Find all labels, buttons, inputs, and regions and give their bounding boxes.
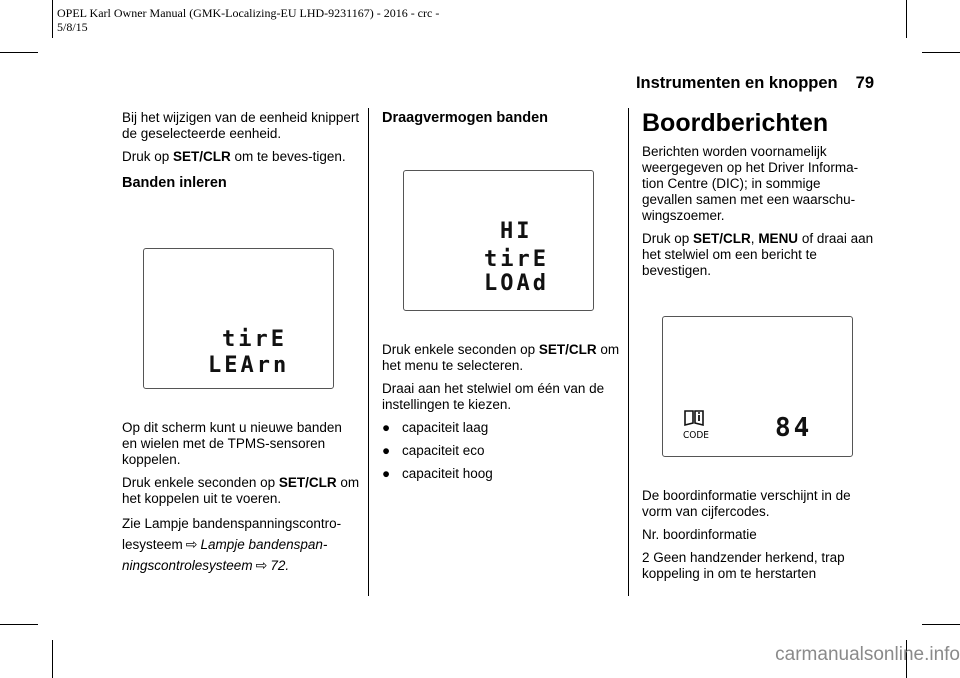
section-heading: Banden inleren (122, 175, 227, 191)
text: om te beves-tigen. (230, 149, 346, 164)
display-tire-learn (143, 248, 334, 389)
crop-mark (52, 640, 53, 678)
crop-mark (0, 624, 38, 625)
paragraph (122, 475, 360, 507)
paragraph (122, 514, 360, 576)
paragraph: De boordinformatie verschijnt in de vorm van cijfercodes. (642, 488, 851, 519)
paragraph: Berichten worden voornamelijk weergegeven op het Driver Informa-tion Centre (DIC); in sommige gevallen samen met een waarschu-wingszoemer. (642, 144, 859, 223)
column-divider (368, 108, 369, 596)
display-line: HI (500, 219, 533, 244)
list-item-text: capaciteit hoog (402, 466, 493, 481)
button-name: SET/CLR (173, 149, 231, 164)
crop-mark (0, 52, 38, 53)
crop-mark (922, 624, 960, 625)
paragraph: Draai aan het stelwiel om één van de instellingen te kiezen. (382, 381, 605, 412)
running-head (612, 74, 874, 93)
display-line: LEArn (208, 353, 290, 378)
paragraph: Op dit scherm kunt u nieuwe banden en wielen met de TPMS-sensoren koppelen. (122, 420, 342, 467)
code-label: CODE (683, 430, 709, 441)
page-heading: Boordberichten (642, 109, 829, 137)
paragraph (382, 342, 620, 374)
crop-mark (52, 0, 53, 38)
crop-mark (922, 52, 960, 53)
list-item-text: capaciteit laag (402, 420, 489, 435)
section-heading: Draagvermogen banden (382, 110, 548, 126)
text: Druk op (122, 149, 174, 164)
display-tire-load (403, 170, 594, 311)
list-item (382, 443, 620, 459)
text: , (750, 231, 759, 246)
reference-link[interactable]: Lampje bandenspan-ningscontrolesysteem (122, 537, 328, 573)
bullet-icon: ● (382, 420, 391, 435)
column-2 (382, 110, 620, 126)
button-name: SET/CLR (693, 231, 751, 246)
text: Druk enkele seconden op (122, 475, 279, 490)
info-book-icon (683, 409, 705, 427)
button-name: SET/CLR (278, 475, 337, 490)
paragraph (122, 149, 360, 165)
document-meta (57, 6, 497, 34)
text: Zie Lampje bandenspanningscontro-lesysteem (122, 516, 342, 552)
column-1-lower (122, 420, 360, 583)
column-2-lower (382, 342, 620, 489)
text: of draai aan het stelwiel om een bericht te bevestigen. (642, 231, 874, 278)
list-item (382, 420, 620, 436)
meta-line-1: OPEL Karl Owner Manual (GMK-Localizing-EU LHD-9231167) - 2016 - crc - (57, 6, 440, 20)
watermark: carmanualsonline.info (775, 644, 960, 665)
page-number: 79 (855, 74, 874, 92)
text: Druk enkele seconden op (382, 342, 539, 357)
display-line: tirE (484, 247, 549, 272)
paragraph: Nr. boordinformatie (642, 527, 757, 542)
meta-line-2: 5/8/15 (57, 20, 88, 34)
column-1 (122, 110, 360, 191)
column-3 (642, 108, 874, 286)
reference-page[interactable]: 72. (270, 558, 290, 573)
display-line: tirE (222, 327, 287, 352)
paragraph (642, 231, 874, 279)
paragraph: Bij het wijzigen van de eenheid knippert de geselecteerde eenheid. (122, 110, 360, 141)
text: om het koppelen uit te voeren. (122, 475, 360, 506)
paragraph: 2 Geen handzender herkend, trap koppeling in om te herstarten (642, 550, 845, 581)
section-title: Instrumenten en knoppen (635, 74, 838, 92)
crop-mark (906, 0, 907, 38)
text: om het menu te selecteren. (382, 342, 620, 373)
column-divider (628, 108, 629, 596)
button-name: SET/CLR (538, 342, 597, 357)
button-name: MENU (758, 231, 799, 246)
reference-arrow-icon: ⇨ (255, 557, 268, 573)
bullet-icon: ● (382, 443, 391, 458)
text: Druk op (642, 231, 694, 246)
code-value: 84 (775, 413, 813, 443)
display-line: LOAd (484, 271, 549, 296)
column-3-lower (642, 488, 874, 589)
display-code (662, 316, 853, 457)
reference-arrow-icon: ⇨ (185, 536, 198, 552)
list-item (382, 466, 620, 482)
bullet-icon: ● (382, 466, 391, 481)
list-item-text: capaciteit eco (402, 443, 485, 458)
